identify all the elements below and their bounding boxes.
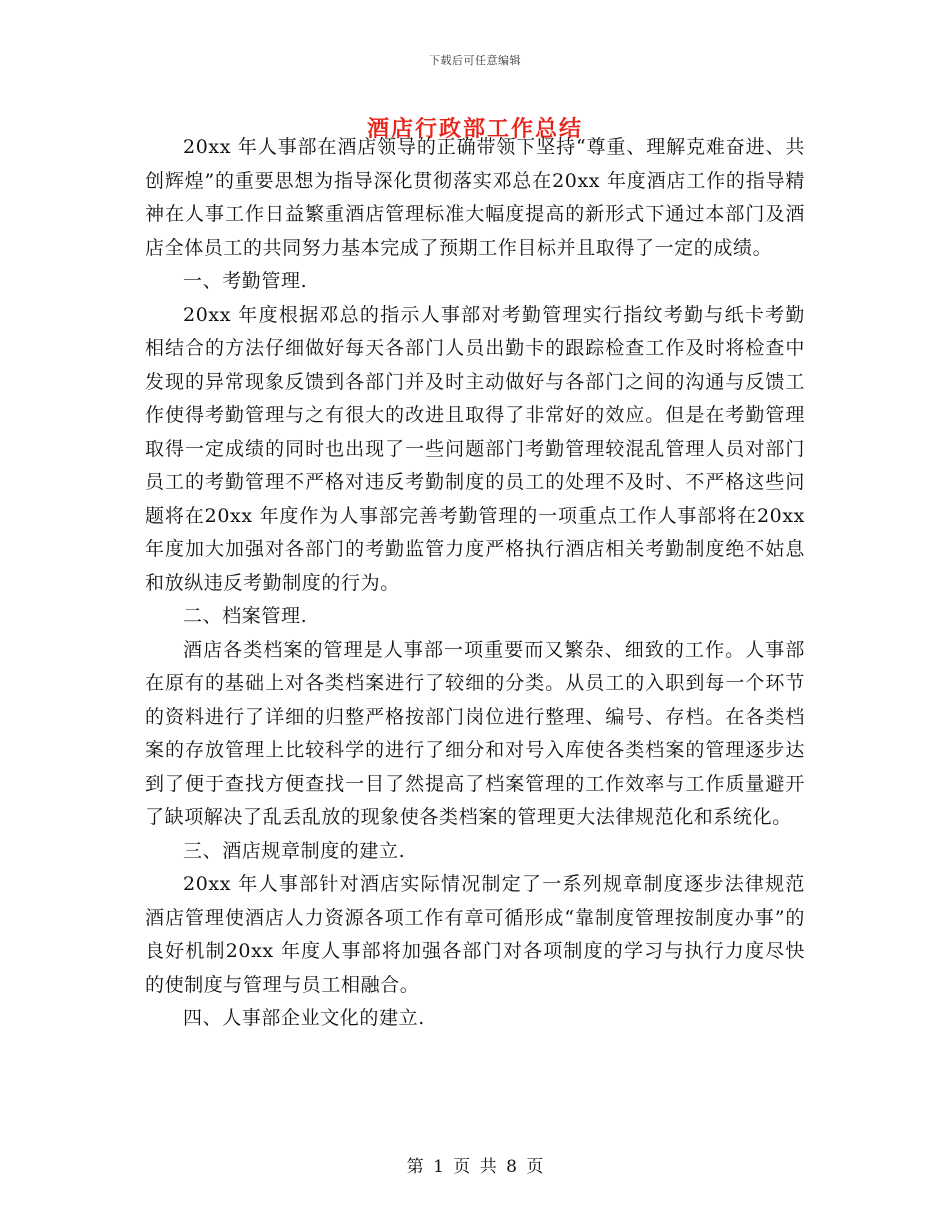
- document-body: [145, 131, 805, 1036]
- paragraph-regulations: 20xx 年人事部针对酒店实际情况制定了一系列规章制度逐步法律规范酒店管理使酒店人力资源各项工作有章可循形成“靠制度管理按制度办事”的良好机制20xx 年度人事部将加强各部门对各项制度的学习与执行力度尽快的使制度与管理与员工相融合。: [145, 873, 805, 996]
- page-header-note: 下载后可任意编辑: [429, 54, 521, 67]
- page-number-footer: 第 1 页 共 8 页: [406, 1157, 544, 1177]
- paragraph-intro: 20xx 年人事部在酒店领导的正确带领下坚持“尊重、理解克难奋进、共创辉煌”的重要思想为指导深化贯彻落实邓总在20xx 年度酒店工作的指导精神在人事工作日益繁重酒店管理标准大幅度提高的新形式下通过本部门及酒店全体员工的共同努力基本完成了预期工作目标并且取得了一定的成绩。: [145, 136, 805, 259]
- paragraph-attendance: 20xx 年度根据邓总的指示人事部对考勤管理实行指纹考勤与纸卡考勤相结合的方法仔细做好每天各部门人员出勤卡的跟踪检查工作及时将检查中发现的异常现象反馈到各部门并及时主动做好与各部门之间的沟通与反馈工作使得考勤管理与之有很大的改进且取得了非常好的效应。但是在考勤管理取得一定成绩的同时也出现了一些问题部门考勤管理较混乱管理人员对部门员工的考勤管理不严格对违反考勤制度的员工的处理不及时、不严格这些问题将在20xx 年度作为人事部完善考勤管理的一项重点工作人事部将在20xx 年度加大加强对各部门的考勤监管力度严格执行酒店相关考勤制度绝不姑息和放纵违反考勤制度的行为。: [145, 303, 805, 594]
- section-heading-regulations: 三、酒店规章制度的建立.: [183, 839, 406, 862]
- document-title: 酒店行政部工作总结: [366, 117, 583, 142]
- section-heading-attendance: 一、考勤管理.: [183, 270, 308, 292]
- paragraph-archives: 酒店各类档案的管理是人事部一项重要而又繁杂、细致的工作。人事部在原有的基础上对各类档案进行了较细的分类。从员工的入职到每一个环节的资料进行了详细的归整严格按部门岗位进行整理、编号、存档。在各类档案的存放管理上比较科学的进行了细分和对号入库使各类档案的管理逐步达到了便于查找方便查找一目了然提高了档案管理的工作效率与工作质量避开了缺项解决了乱丢乱放的现象使各类档案的管理更大法律规范化和系统化。: [145, 638, 805, 828]
- section-heading-archives: 二、档案管理.: [183, 605, 308, 627]
- section-heading-culture: 四、人事部企业文化的建立.: [183, 1007, 425, 1029]
